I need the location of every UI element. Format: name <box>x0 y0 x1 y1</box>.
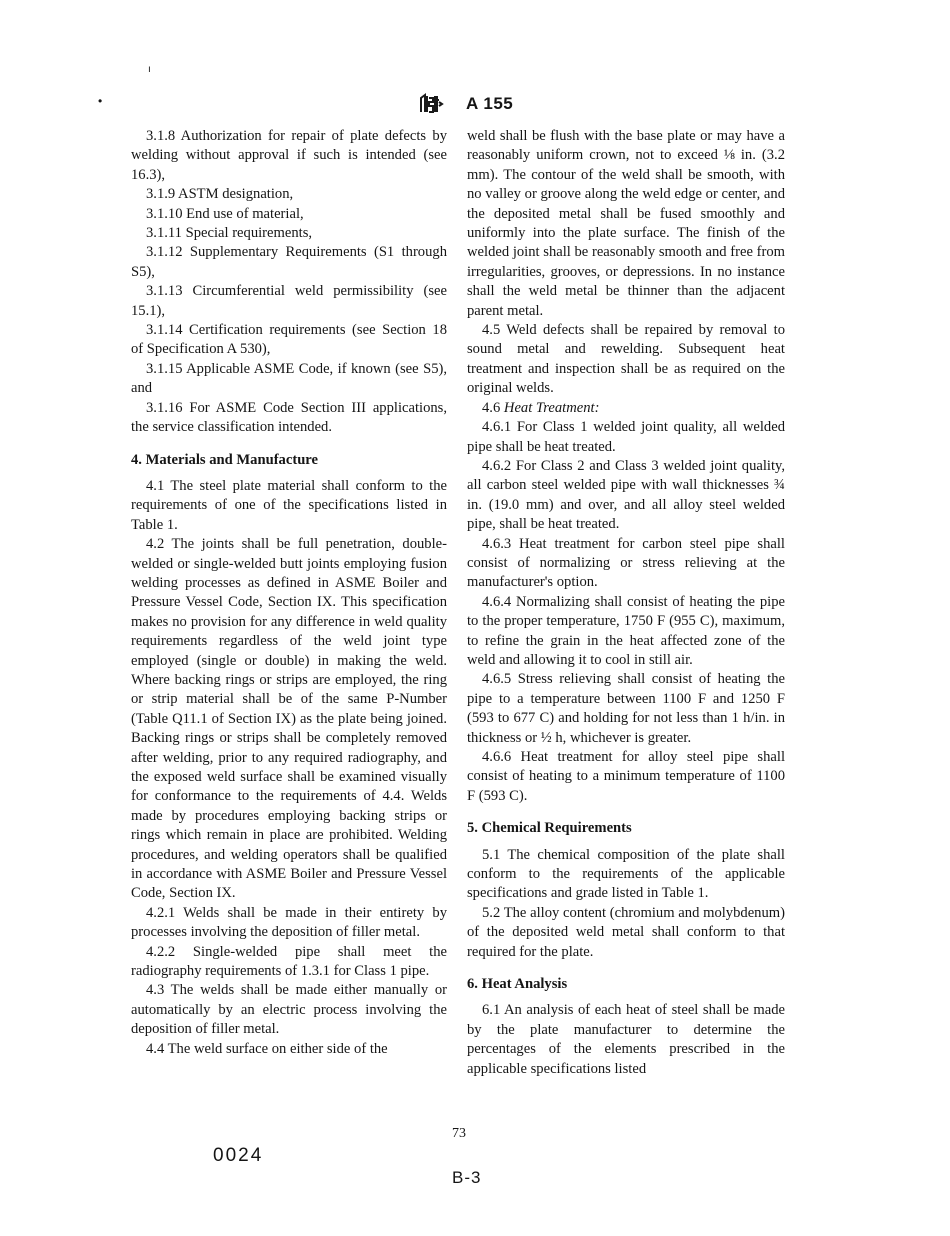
paragraph: 3.1.9 ASTM designation, <box>146 186 294 203</box>
paragraph: 4.4 The weld surface on either side of the <box>146 1040 388 1057</box>
paragraph: 4.2.1 Welds shall be made in their entirety by processes involving the deposition of filler metal. <box>131 904 447 941</box>
paragraph: 3.1.12 Supplementary Requirements (S1 through S5), <box>131 244 447 280</box>
paragraph: 4.6.4 Normalizing shall consist of heating the pipe to the proper temperature, 1750 F (955 C), maximum, to refine the grain in the heat affected zone of the weld and allowing it to cool in still air. <box>467 593 785 668</box>
sheet-identifier: B-3 <box>452 1168 482 1187</box>
paragraph: 3.1.13 Circumferential weld permissibility (see 15.1), <box>131 283 447 319</box>
paragraph: 3.1.8 Authorization for repair of plate defects by welding without approval if such is intended (see 16.3), <box>131 128 447 183</box>
paragraph: 4.2 The joints shall be full penetration, double-welded or single-welded butt joints employing fusion welding processes as defined in ASME Boiler and Pressure Vessel Code, Section IX. This specification makes no provision for any difference in weld quality requirements regardless of the weld joint type employed (single or double) in making the weld. Where backing rings or strips are employed, the ring or strip material shall be of the same P-Number (Table Q11.1 of Section IX) as the plate being joined. Backing rings or strips shall be completely removed after welding, prior to any required radiography, and the exposed weld surface shall be examined visually for conformance to the requirements of 4.4. Welds made by procedures employing backing strips or rings which remain in place are prohibited. Welding procedures, and welding operators shall be qualified in accordance with ASME Boiler and Pressure Vessel Code, Section IX. <box>131 536 447 902</box>
paragraph: 3.1.16 For ASME Code Section III applications, the service classification intended. <box>131 399 447 436</box>
section-heading: 5. Chemical Requirements <box>467 820 632 837</box>
left-text-column <box>131 127 447 1059</box>
scan-speck: • <box>98 94 103 108</box>
standard-designation: A 155 <box>466 94 514 113</box>
paragraph: 4.3 The welds shall be made either manually or automatically by an electric process involving the deposition of filler metal. <box>131 982 447 1038</box>
paragraph: 3.1.10 End use of material, <box>146 205 304 222</box>
paragraph: 3.1.14 Certification requirements (see Section 18 of Specification A 530), <box>131 322 447 358</box>
section-heading: 4. Materials and Manufacture <box>131 451 318 468</box>
paragraph: 5.2 The alloy content (chromium and molybdenum) of the deposited weld metal shall conform to that required for the plate. <box>467 904 785 960</box>
paragraph: 4.6.1 For Class 1 welded joint quality, all welded pipe shall be heat treated. <box>467 419 785 455</box>
paragraph: 4.1 The steel plate material shall conform to the requirements of one of the specifications listed in Table 1. <box>131 477 447 533</box>
paragraph: 3.1.15 Applicable ASME Code, if known (see S5), and <box>131 360 447 397</box>
paragraph: weld shall be flush with the base plate or may have a reasonably uniform crown, not to exceed ⅛ in. (3.2 mm). The contour of the weld shall be smooth, with no valley or groove along the weld edge or center, and the deposited metal shall be fused smoothly and uniformly into the plate surface. The finish of the welded joint shall be reasonably smooth and free from irregularities, grooves, or depressions. In no instance shall the weld metal be thinner than the adjacent parent metal. <box>467 128 785 319</box>
section-heading: 6. Heat Analysis <box>467 976 568 993</box>
page-number: 73 <box>452 1126 466 1141</box>
paragraph: 6.1 An analysis of each heat of steel shall be made by the plate manufacturer to determine the percentages of the elements prescribed in the applicable specifications listed <box>467 1002 785 1077</box>
paragraph: 4.6.2 For Class 2 and Class 3 welded joint quality, all carbon steel welded pipe with wall thicknesses ¾ in. (19.0 mm) and over, and all alloy steel welded pipe, shall be heat treated. <box>467 457 785 533</box>
paragraph: 4.5 Weld defects shall be repaired by removal to sound metal and rewelding. Subsequent heat treatment and inspection shall be as required on the original welds. <box>467 322 785 397</box>
subsection-title: Heat Treatment: <box>503 399 600 416</box>
paragraph: 3.1.11 Special requirements, <box>146 225 313 242</box>
subsection-number: 4.6 <box>482 399 501 416</box>
paragraph: 4.2.2 Single-welded pipe shall meet the radiography requirements of 1.3.1 for Class 1 pipe. <box>131 943 447 980</box>
paragraph: 4.6.6 Heat treatment for alloy steel pipe shall consist of heating to a minimum temperature of 1100 F (593 C). <box>467 749 785 804</box>
page-stamp-number: 0024 <box>213 1145 264 1166</box>
scan-speck: ı <box>148 64 151 75</box>
paragraph: 4.6.5 Stress relieving shall consist of heating the pipe to a temperature between 1100 F and 1250 F (593 to 677 C) and holding for not less than 1 h/in. in thickness or ½ h, whichever is greater. <box>467 671 785 746</box>
paragraph: 4.6.3 Heat treatment for carbon steel pipe shall consist of normalizing or stress relieving at the manufacturer's option. <box>467 535 785 591</box>
astm-logo-icon <box>418 92 444 116</box>
paragraph: 5.1 The chemical composition of the plate shall conform to the requirements of the applicable specifications and grade listed in Table 1. <box>467 846 785 902</box>
right-text-column <box>467 127 785 1079</box>
subsection-heading <box>467 399 785 418</box>
